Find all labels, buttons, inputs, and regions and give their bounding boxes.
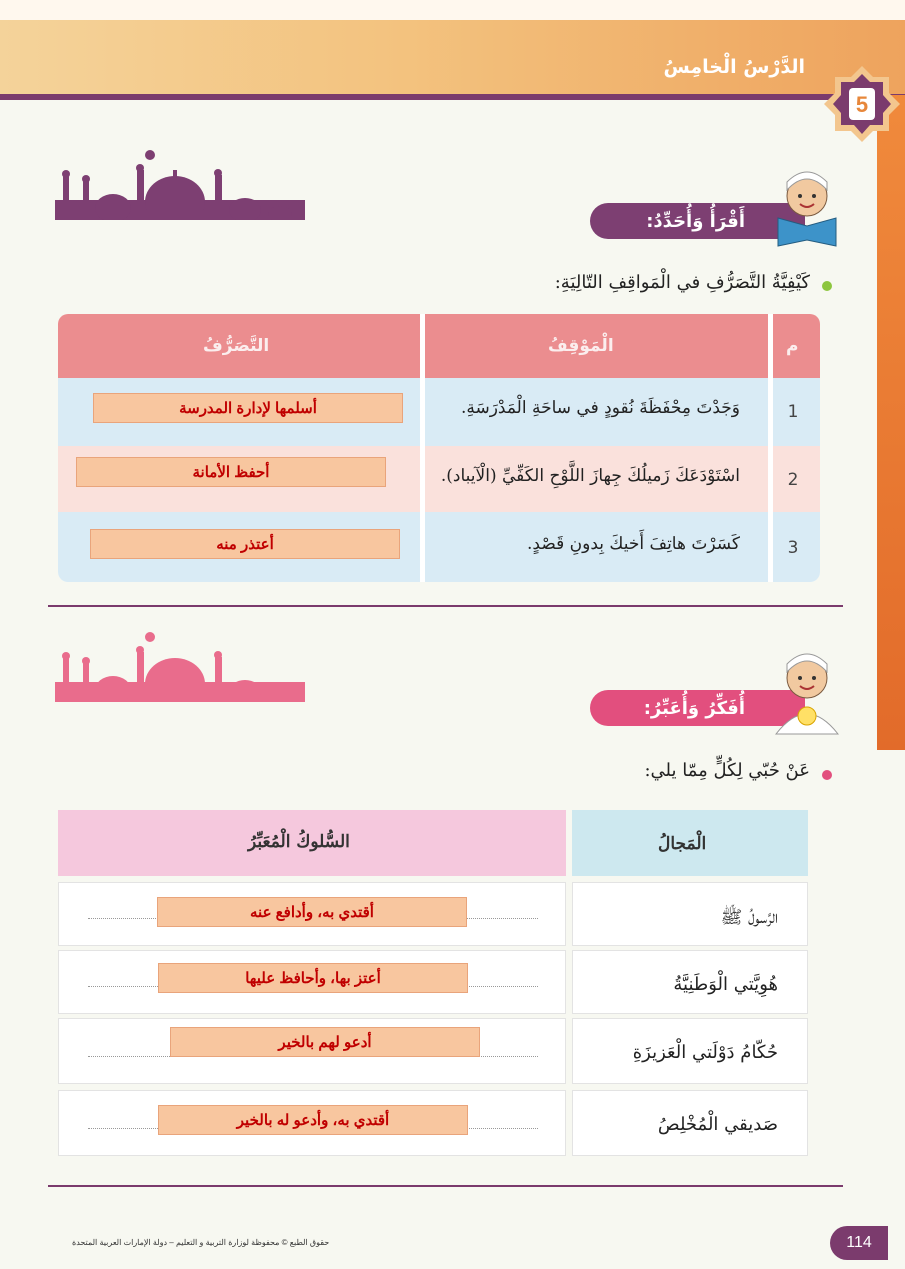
section1-instruction: كَيْفِيَّةُ التَّصَرُّفِ في الْمَواقِفِ التّالِيَةِ:	[554, 272, 810, 293]
header-line	[0, 94, 905, 100]
header-situation: الْمَوْقِفُ	[548, 336, 614, 356]
answer-field[interactable]: أعتذر منه	[90, 529, 400, 559]
field-label: حُكّامُ دَوْلَتي الْعَزيزَةِ	[632, 1042, 778, 1063]
row-number: 3	[787, 538, 799, 558]
bullet-icon	[822, 770, 832, 780]
page-number: 114	[830, 1226, 888, 1260]
section2-instruction: عَنْ حُبّي لِكُلٍّ مِمّا يلي:	[644, 760, 810, 781]
answer-field[interactable]: أسلمها لإدارة المدرسة	[93, 393, 403, 423]
answer-field[interactable]: أعتز بها، وأحافظ عليها	[158, 963, 468, 993]
answer-field[interactable]: أحفظ الأمانة	[76, 457, 386, 487]
row-number: 1	[787, 402, 799, 422]
row-number: 2	[787, 470, 799, 490]
field-label: الرَّسولُ ﷺ	[720, 907, 778, 928]
lesson-title: الدَّرْسُ الْخامِسُ	[663, 56, 805, 78]
header-behavior: السُّلوكُ الْمُعَبِّرُ	[248, 832, 350, 852]
bullet-icon	[822, 281, 832, 291]
side-strip	[877, 95, 905, 750]
header-band	[0, 0, 905, 95]
lesson-number: 5	[855, 92, 869, 117]
field-label: صَديقي الْمُخْلِصُ	[657, 1114, 778, 1135]
situation-text: اسْتَوْدَعَكَ زَميلُكَ جِهازَ اللَّوْحِ الكَفِّيِّ (الْآيباد).	[440, 466, 740, 486]
header-field: الْمَجالُ	[658, 834, 707, 854]
reading-boy-icon	[770, 168, 845, 248]
copyright-note: حقوق الطبع © محفوظة لوزارة التربية و التعليم – دولة الإمارات العربية المتحدة	[72, 1238, 330, 1247]
situation-text: وَجَدْتَ مِحْفَظَةَ نُقودٍ في ساحَةِ الْمَدْرَسَةِ.	[460, 398, 740, 418]
thinking-boy-icon	[770, 650, 845, 735]
lesson-number-badge	[822, 64, 902, 144]
section-divider	[48, 605, 843, 607]
situation-text: كَسَرْتَ هاتِفَ أَخيكَ بِدونِ قَصْدٍ.	[527, 534, 740, 554]
field-label: هُوِيَّتي الْوَطَنِيَّةُ	[673, 974, 778, 995]
section-heading-think: أُفَكِّرُ وَأُعَبِّرُ:	[590, 690, 805, 726]
header-number: م	[786, 336, 799, 356]
answer-field[interactable]: أدعو لهم بالخير	[170, 1027, 480, 1057]
header-action: التَّصَرُّفُ	[203, 336, 270, 356]
mosque-skyline-icon	[55, 632, 305, 702]
section-divider	[48, 1185, 843, 1187]
mosque-skyline-icon	[55, 150, 305, 220]
section-heading-read: أَقْرَأُ وَأُحَدِّدُ:	[590, 203, 805, 239]
answer-field[interactable]: أقتدي به، وأدافع عنه	[157, 897, 467, 927]
answer-field[interactable]: أقتدي به، وأدعو له بالخير	[158, 1105, 468, 1135]
table-header-row	[58, 314, 820, 378]
